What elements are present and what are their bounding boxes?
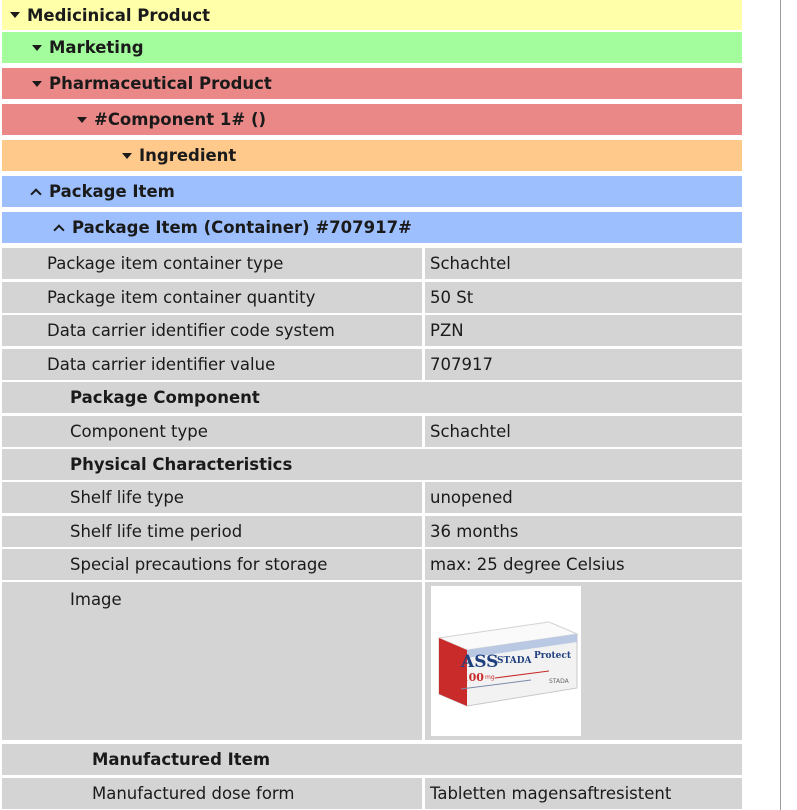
property-value: PZN [425, 315, 742, 346]
property-value: 707917 [425, 349, 742, 380]
property-label: Data carrier identifier code system [2, 315, 422, 346]
property-row-image [2, 582, 742, 740]
property-row [2, 516, 742, 547]
node-label: Package Item [49, 182, 175, 201]
tree-node-medicinal-product[interactable] [2, 0, 742, 30]
section-heading-physical-characteristics [2, 449, 742, 480]
node-label: Ingredient [139, 146, 237, 165]
section-heading-package-component [2, 382, 742, 413]
box-dose-text: 100 [461, 671, 484, 684]
property-row [2, 778, 742, 809]
property-row [2, 349, 742, 380]
property-value [425, 582, 742, 740]
node-label: Marketing [49, 38, 144, 57]
tree-node-marketing[interactable] [2, 32, 742, 63]
tree-node-component[interactable] [2, 104, 742, 135]
property-label: Image [2, 582, 422, 740]
box-dose-unit-text: mg [485, 674, 495, 681]
property-value: 50 St [425, 282, 742, 313]
box-maker-text: STADA [549, 678, 569, 685]
property-row [2, 315, 742, 346]
chevron-up-icon[interactable] [30, 188, 41, 199]
caret-down-icon[interactable] [10, 12, 20, 18]
property-value: unopened [425, 482, 742, 513]
node-label: Medicinical Product [27, 5, 211, 25]
product-image [431, 586, 581, 736]
property-label: Manufactured dose form [2, 778, 422, 809]
tree-node-package-item[interactable] [2, 176, 742, 207]
caret-down-icon[interactable] [77, 117, 87, 123]
property-row [2, 482, 742, 513]
property-label: Component type [2, 416, 422, 447]
node-label: Package Item (Container) #707917# [72, 218, 412, 237]
property-label: Special precautions for storage [2, 549, 422, 580]
property-label: Package item container quantity [2, 282, 422, 313]
property-label: Shelf life type [2, 482, 422, 513]
section-heading-manufactured-item [2, 744, 742, 775]
section-heading: Package Component [2, 382, 742, 413]
caret-down-icon[interactable] [32, 45, 42, 51]
property-label: Package item container type [2, 248, 422, 279]
property-row [2, 416, 742, 447]
property-value: 36 months [425, 516, 742, 547]
property-value: Schachtel [425, 416, 742, 447]
property-row [2, 248, 742, 279]
section-heading: Physical Characteristics [2, 449, 742, 480]
product-box-illustration [431, 586, 581, 736]
property-row [2, 549, 742, 580]
pane-divider [780, 0, 781, 810]
box-brand-text: ASS [461, 652, 499, 672]
property-value: Tabletten magensaftresistent [425, 778, 742, 809]
property-label: Shelf life time period [2, 516, 422, 547]
tree-node-ingredient[interactable] [2, 140, 742, 171]
box-line-text: Protect [534, 651, 572, 661]
property-value: Schachtel [425, 248, 742, 279]
node-label: Pharmaceutical Product [49, 74, 272, 93]
tree-node-package-item-container[interactable] [2, 212, 742, 243]
node-label: #Component 1# () [94, 110, 267, 129]
caret-down-icon[interactable] [122, 153, 132, 159]
property-label: Data carrier identifier value [2, 349, 422, 380]
section-heading: Manufactured Item [2, 744, 742, 775]
tree-node-pharmaceutical-product[interactable] [2, 68, 742, 99]
box-brand-sub-text: STADA [497, 656, 532, 666]
caret-down-icon[interactable] [32, 81, 42, 87]
property-row [2, 282, 742, 313]
chevron-up-icon[interactable] [53, 224, 64, 235]
property-value: max: 25 degree Celsius [425, 549, 742, 580]
